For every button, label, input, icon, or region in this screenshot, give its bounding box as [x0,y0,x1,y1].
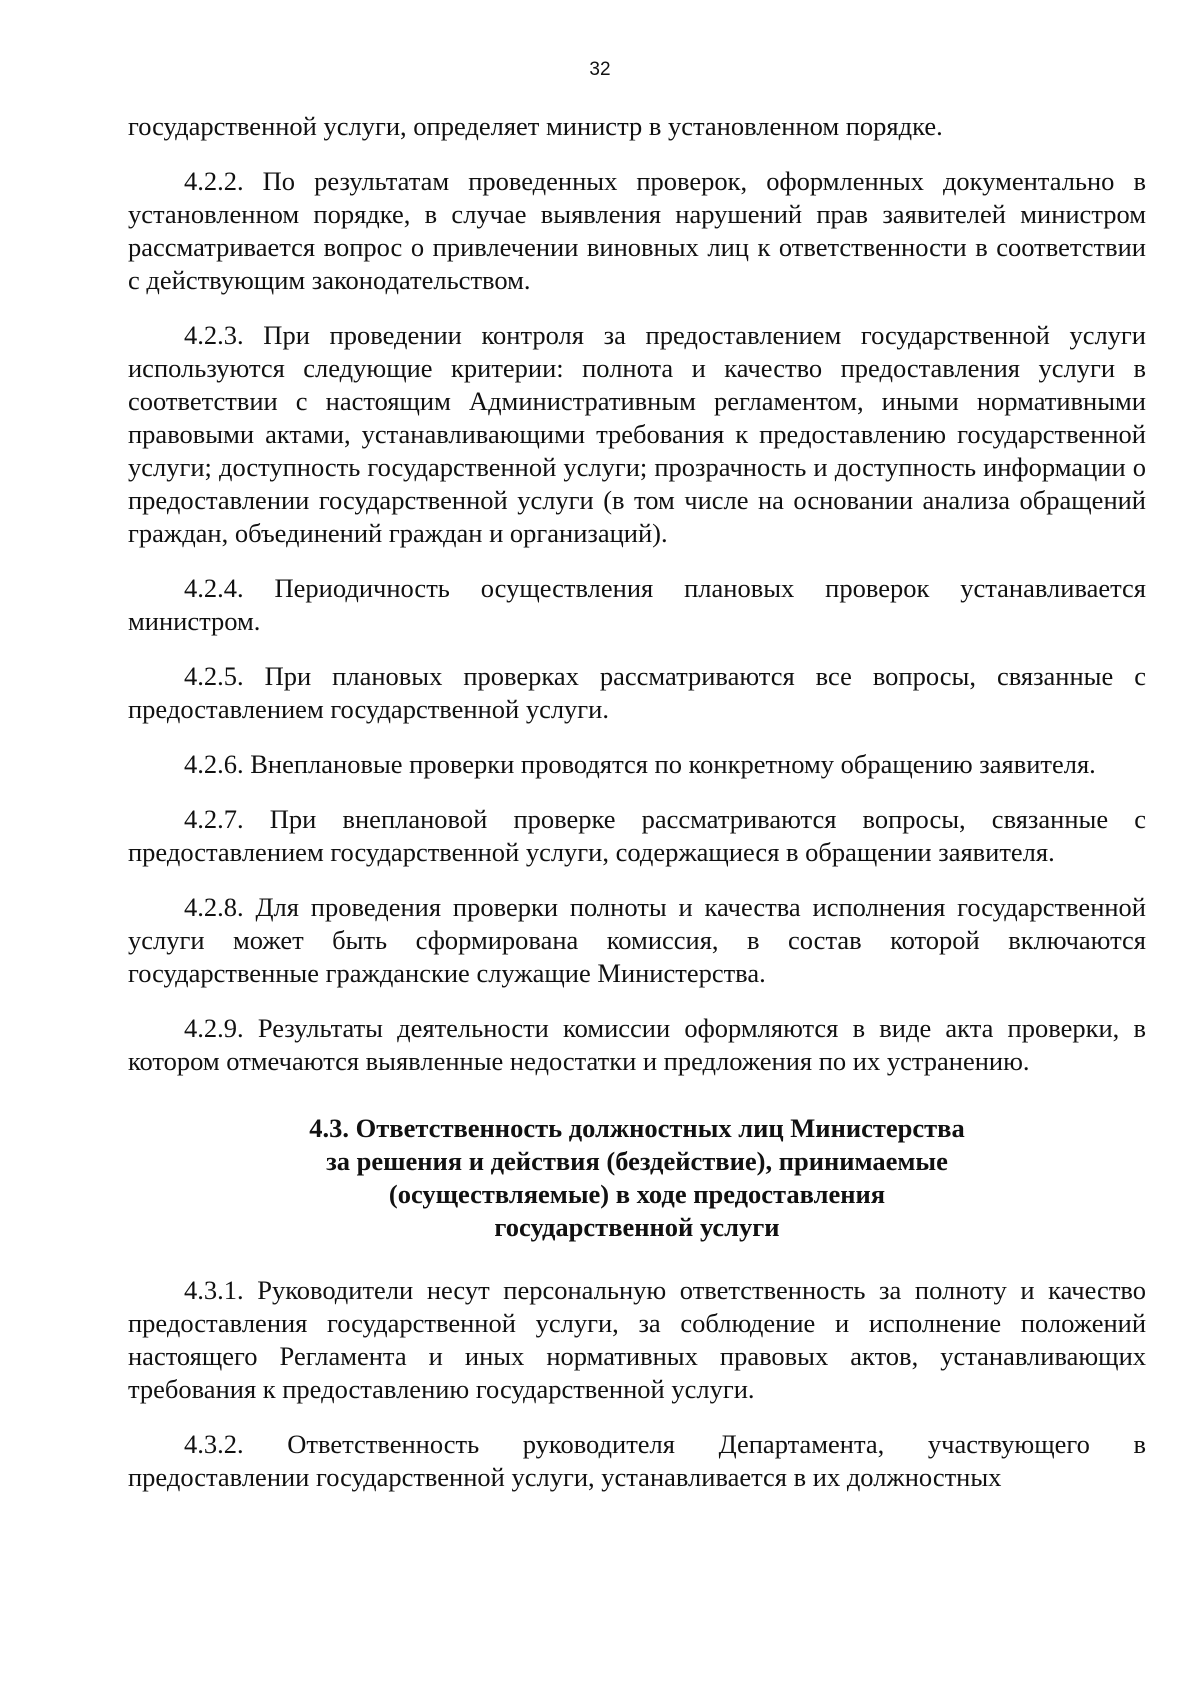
heading-line: государственной услуги [494,1212,780,1242]
page-number: 32 [589,59,611,80]
paragraph-4-2-5: 4.2.5. При плановых проверках рассматриваются все вопросы, связанные с предоставлением государственной услуги. [128,661,1146,724]
paragraph-4-2-4: 4.2.4. Периодичность осуществления плановых проверок устанавливается министром. [128,573,1146,636]
paragraph-4-2-3: 4.2.3. При проведении контроля за предоставлением государственной услуги используются следующие критерии: полнота и качество предоставления услуги в соответствии с настоящим Административным регламентом, иными нормативными правовыми актами, устанавливающими требования к предоставлению государственной услуги; доступность государственной услуги; прозрачность и доступность информации о предоставлении государственной услуги (в том числе на основании анализа обращений граждан, объединений граждан и организаций). [128,320,1146,548]
paragraph-4-2-7: 4.2.7. При внеплановой проверке рассматриваются вопросы, связанные с предоставлением государственной услуги, содержащиеся в обращении заявителя. [128,804,1146,867]
document-body [128,110,1146,1494]
heading-line: (осуществляемые) в ходе предоставления [388,1179,886,1209]
heading-line: за решения и действия (бездействие), принимаемые [326,1146,948,1176]
paragraph-4-2-2: 4.2.2. По результатам проведенных проверок, оформленных документально в установленном порядке, в случае выявления нарушений прав заявителей министром рассматривается вопрос о привлечении виновных лиц к ответственности в соответствии с действующим законодательством. [128,166,1146,295]
section-heading-4-3 [128,1112,1146,1244]
paragraph-4-2-8: 4.2.8. Для проведения проверки полноты и качества исполнения государственной услуги может быть сформирована комиссия, в состав которой включаются государственные гражданские служащие Министерства. [128,892,1146,988]
paragraph-4-3-2: 4.3.2. Ответственность руководителя Департамента, участвующего в предоставлении государственной услуги, устанавливается в их должностных [128,1429,1146,1492]
paragraph-4-2-6: 4.2.6. Внеплановые проверки проводятся по конкретному обращению заявителя. [184,749,1096,779]
paragraph-4-3-1: 4.3.1. Руководители несут персональную ответственность за полноту и качество предоставления государственной услуги, за соблюдение и исполнение положений настоящего Регламента и иных нормативных правовых актов, устанавливающих требования к предоставлению государственной услуги. [128,1275,1146,1404]
paragraph-continuation: государственной услуги, определяет министр в установленном порядке. [128,111,943,141]
heading-line: 4.3. Ответственность должностных лиц Министерства [309,1113,965,1143]
paragraph-4-2-9: 4.2.9. Результаты деятельности комиссии оформляются в виде акта проверки, в котором отмечаются выявленные недостатки и предложения по их устранению. [128,1013,1146,1076]
